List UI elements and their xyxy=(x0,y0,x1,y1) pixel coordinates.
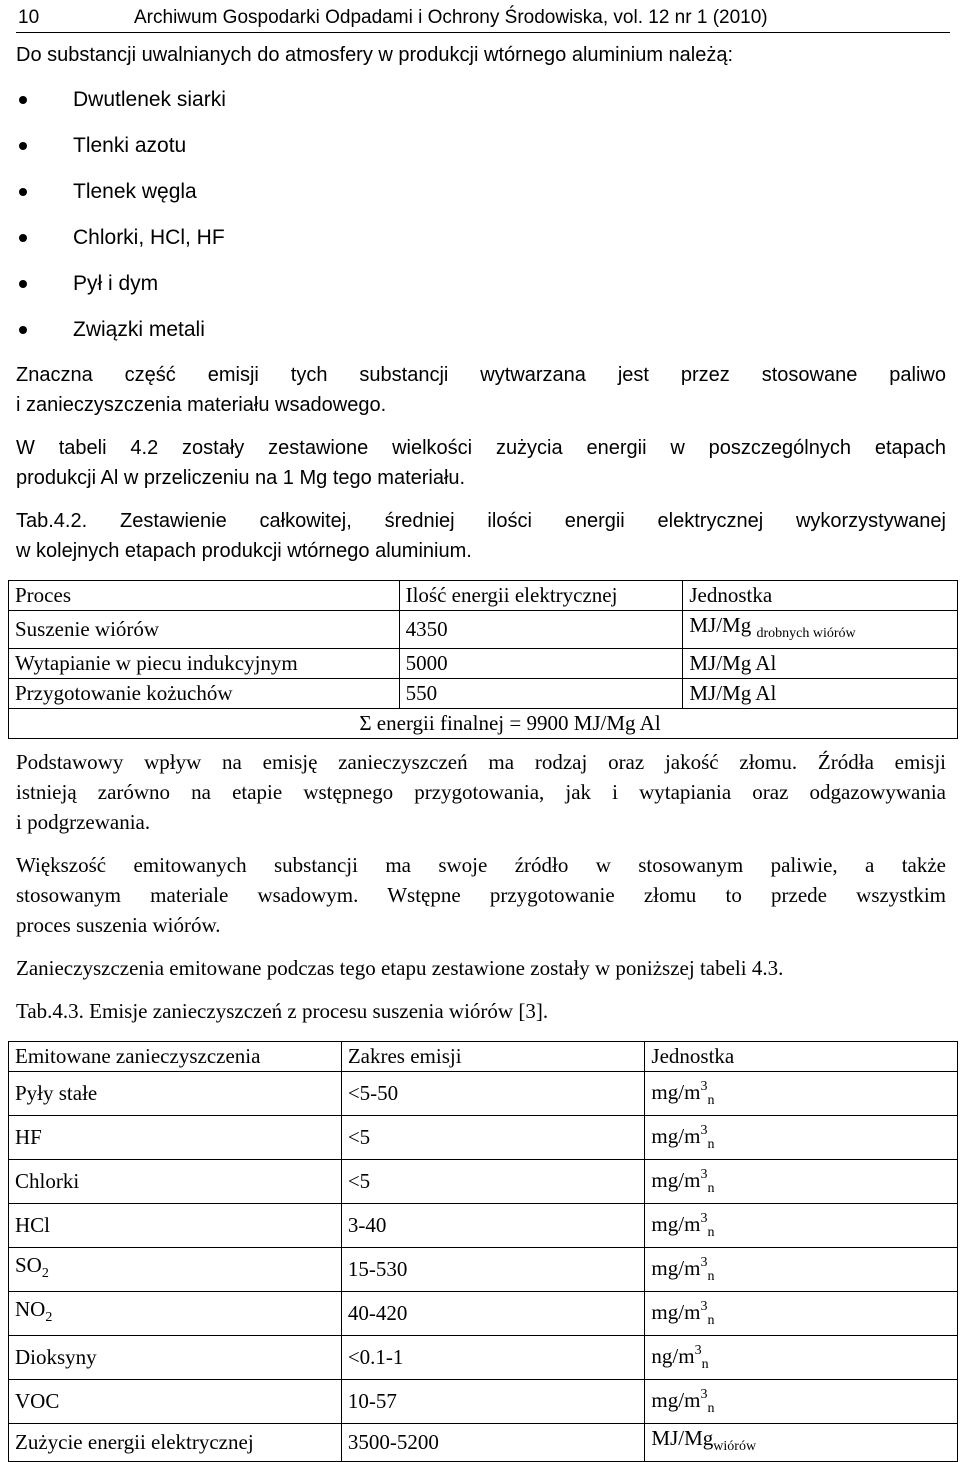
table-header-cell: Emitowane zanieczyszczenia xyxy=(9,1042,342,1072)
journal-title: Archiwum Gospodarki Odpadami i Ochrony Środowiska, vol. 12 nr 1 (2010) xyxy=(134,7,768,28)
table-cell: $mg/m^3_n$ xyxy=(645,1292,958,1336)
table-cell: MJ/Mg $_{drobnych wiórów}$ xyxy=(683,611,958,649)
table-cell: 15-530 xyxy=(341,1248,645,1292)
table-cell: $mg/m^3_n$ xyxy=(645,1380,958,1424)
table1-caption-line2: w kolejnych etapach produkcji wtórnego aluminium. xyxy=(16,540,472,562)
paragraph-fuel-source-line2: stosowanym materiale wsadowym. Wstępne przygotowanie złomu to przede wszystkim xyxy=(16,883,946,907)
paragraph-sources-line1: Podstawowy wpływ na emisję zanieczyszczeń ma rodzaj oraz jakość złomu. Źródła emisji xyxy=(16,750,946,774)
table-row xyxy=(9,1336,958,1380)
bullet-icon xyxy=(19,96,27,104)
table-row xyxy=(9,1116,958,1160)
table-total-cell: Σ energii finalnej = 9900 MJ/Mg Al xyxy=(9,709,958,739)
table-cell: Chlorki xyxy=(9,1160,342,1204)
table-cell: $mg/m^3_n$ xyxy=(645,1072,958,1116)
bullet-icon xyxy=(19,280,27,288)
table-cell: <0.1-1 xyxy=(341,1336,645,1380)
table-row xyxy=(9,1248,958,1292)
table-header-row xyxy=(9,581,958,611)
table-header-row xyxy=(9,1042,958,1072)
paragraph-sources-line3: i podgrzewania. xyxy=(16,810,151,834)
table-cell: Pyły stałe xyxy=(9,1072,342,1116)
table-cell: $NO_2$ xyxy=(9,1292,342,1336)
bullet-icon xyxy=(19,188,27,196)
table-cell: 4350 xyxy=(399,611,683,649)
table-header-cell: Jednostka xyxy=(683,581,958,611)
table-row xyxy=(9,611,958,649)
intro-text: Do substancji uwalnianych do atmosfery w produkcji wtórnego aluminium należą: xyxy=(16,44,734,66)
table-row xyxy=(9,1160,958,1204)
bullet-icon xyxy=(19,234,27,242)
table-cell: $mg/m^3_n$ xyxy=(645,1116,958,1160)
table-header-cell: Zakres emisji xyxy=(341,1042,645,1072)
paragraph-fuel-line1: Znaczna część emisji tych substancji wytwarzana jest przez stosowane paliwo xyxy=(16,364,946,386)
running-header xyxy=(16,4,950,33)
table-cell: $mg/m^3_n$ xyxy=(645,1204,958,1248)
paragraph-table-ref-line1: W tabeli 4.2 zostały zestawione wielkości zużycia energii w poszczególnych etapach xyxy=(16,437,946,459)
table-row xyxy=(9,1072,958,1116)
bullet-icon xyxy=(19,326,27,334)
table-row xyxy=(9,649,958,679)
table-row xyxy=(9,1424,958,1462)
table-cell: 10-57 xyxy=(341,1380,645,1424)
table-cell: VOC xyxy=(9,1380,342,1424)
energy-table xyxy=(8,580,958,739)
table-header-cell: Jednostka xyxy=(645,1042,958,1072)
table-cell: <5 xyxy=(341,1160,645,1204)
table-cell: $mg/m^3_n$ xyxy=(645,1160,958,1204)
table1-caption-line1: Tab.4.2. Zestawienie całkowitej, średniej ilości energii elektrycznej wykorzystywanej xyxy=(16,510,946,532)
table-cell: Przygotowanie kożuchów xyxy=(9,679,400,709)
table-cell: Wytapianie w piecu indukcyjnym xyxy=(9,649,400,679)
table-cell: 3500-5200 xyxy=(341,1424,645,1462)
table-header-cell: Ilość energii elektrycznej xyxy=(399,581,683,611)
paragraph-fuel-source-line1: Większość emitowanych substancji ma swoje źródło w stosowanym paliwie, a także xyxy=(16,853,946,877)
table-cell: $mg/m^3_n$ xyxy=(645,1248,958,1292)
table-cell: <5 xyxy=(341,1116,645,1160)
table-cell: Suszenie wiórów xyxy=(9,611,400,649)
paragraph-sources-line2: istnieją zarówno na etapie wstępnego przygotowania, jak i wytapiania oraz odgazowywania xyxy=(16,780,946,804)
paragraph-table-ref-2: Zanieczyszczenia emitowane podczas tego etapu zestawione zostały w poniższej tabeli 4.3. xyxy=(16,956,784,980)
table-cell: $MJ/Mg_{wiórów}$ xyxy=(645,1424,958,1462)
table-cell: $ng/m^3_n$ xyxy=(645,1336,958,1380)
paragraph-table-ref-line2: produkcji Al w przeliczeniu na 1 Mg tego materiału. xyxy=(16,467,466,489)
table-cell: Dioksyny xyxy=(9,1336,342,1380)
bullet-icon xyxy=(19,142,27,150)
table-header-cell: Proces xyxy=(9,581,400,611)
table-row xyxy=(9,1204,958,1248)
table-cell: $SO_2$ xyxy=(9,1248,342,1292)
table-cell: MJ/Mg Al xyxy=(683,649,958,679)
table-cell: 550 xyxy=(399,679,683,709)
emissions-table-body xyxy=(9,1072,958,1462)
table-cell: 5000 xyxy=(399,649,683,679)
table-cell: MJ/Mg Al xyxy=(683,679,958,709)
paragraph-fuel-line2: i zanieczyszczenia materiału wsadowego. xyxy=(16,394,387,416)
table2-caption: Tab.4.3. Emisje zanieczyszczeń z procesu suszenia wiórów [3]. xyxy=(16,999,549,1023)
table-row xyxy=(9,1292,958,1336)
paragraph-fuel-source-line3: proces suszenia wiórów. xyxy=(16,913,221,937)
table-cell: <5-50 xyxy=(341,1072,645,1116)
emissions-table xyxy=(8,1041,958,1462)
table-cell: 40-420 xyxy=(341,1292,645,1336)
table-cell: HCl xyxy=(9,1204,342,1248)
page-number: 10 xyxy=(18,7,40,28)
table-row xyxy=(9,679,958,709)
table-total-row xyxy=(9,709,958,739)
table-row xyxy=(9,1380,958,1424)
table-cell: 3-40 xyxy=(341,1204,645,1248)
table-cell: HF xyxy=(9,1116,342,1160)
table-cell: Zużycie energii elektrycznej xyxy=(9,1424,342,1462)
